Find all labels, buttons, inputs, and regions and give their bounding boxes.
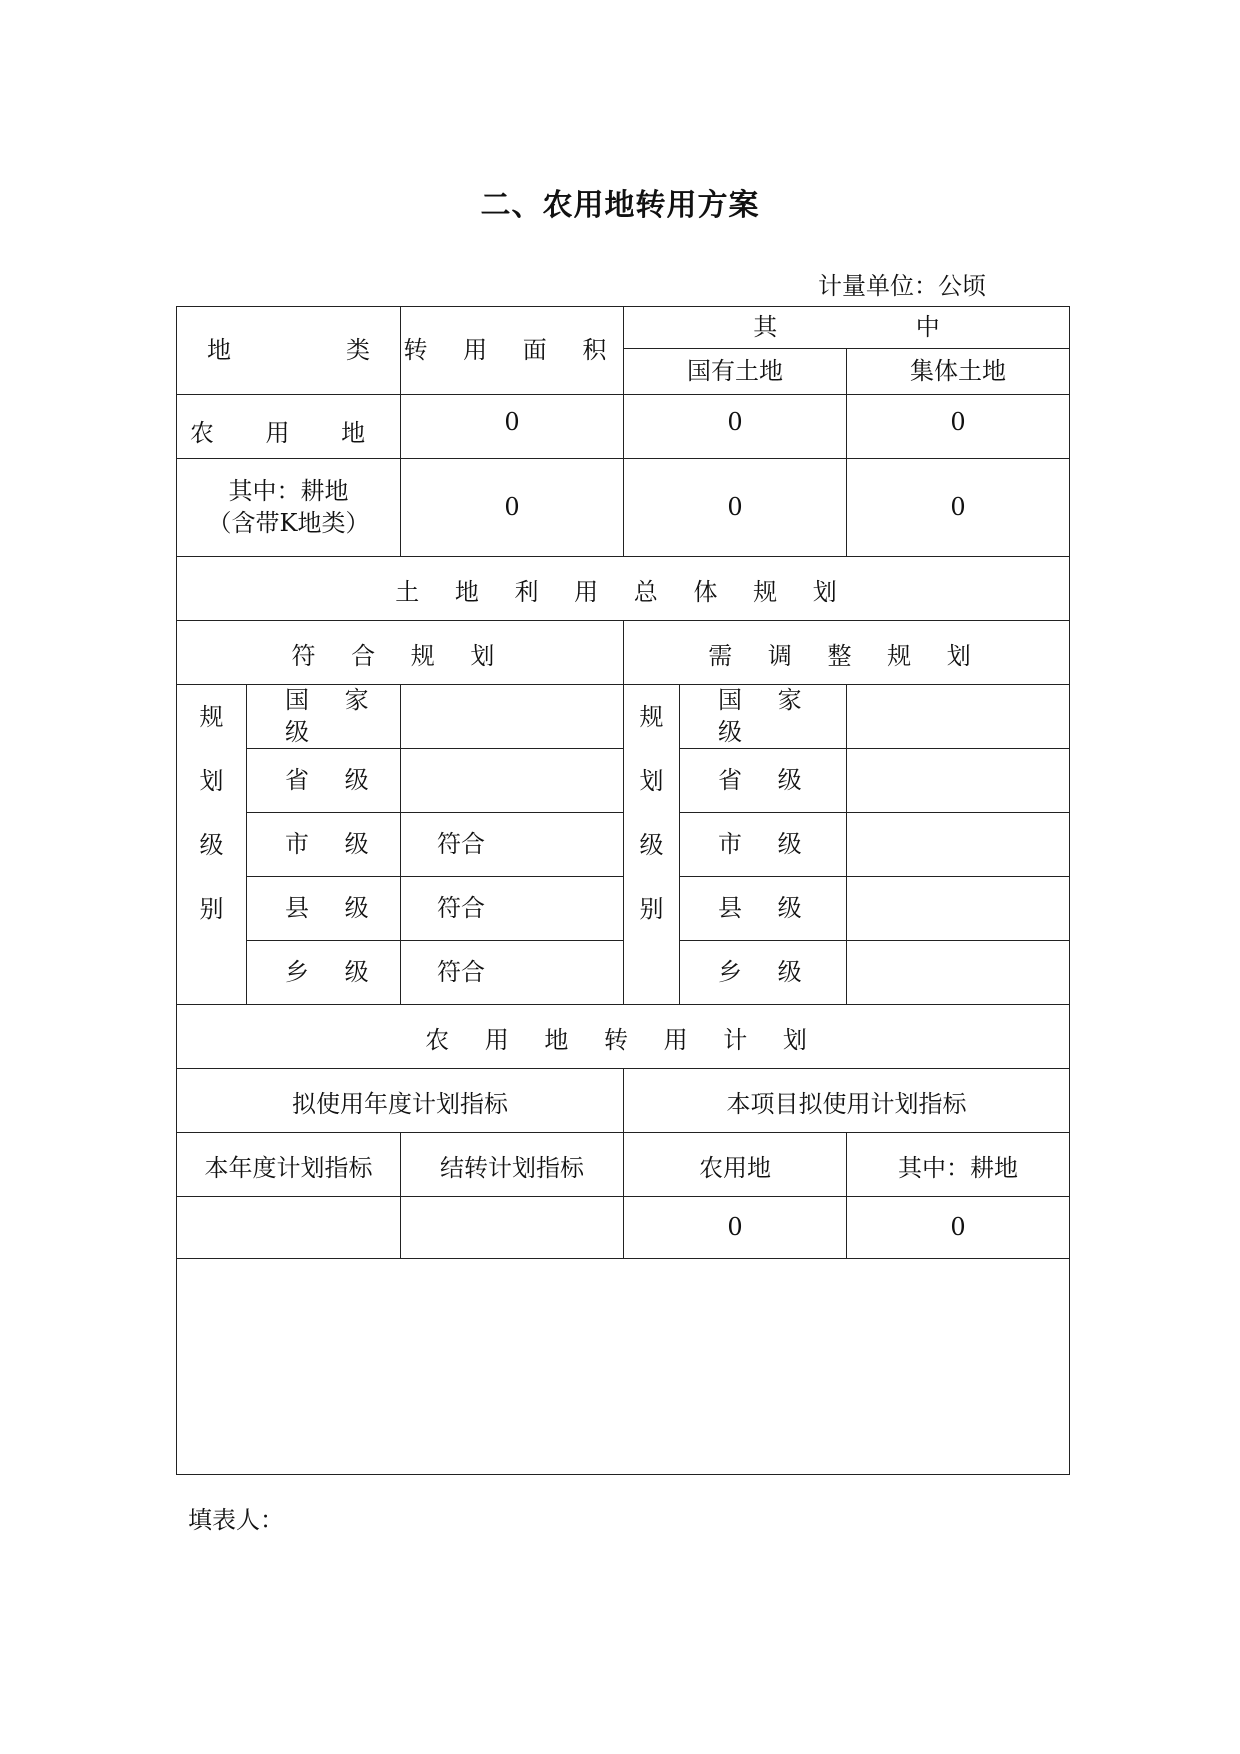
row-farmland-collective: 0: [847, 395, 1070, 459]
conversion-annual-title: 拟使用年度计划指标: [177, 1069, 624, 1133]
row-arable-label-line2: （含带K地类）: [207, 508, 370, 537]
plan-adjust-township: [847, 941, 1070, 1005]
header-area: 转 用 面 积: [401, 307, 624, 395]
row-arable-collective: 0: [847, 459, 1070, 557]
plan-level-name-municipal: 市 级: [247, 813, 401, 877]
plan-level-char: 别: [639, 895, 664, 923]
plan-level-vertical-right: [624, 685, 680, 1005]
header-among-a: 其: [753, 312, 778, 341]
plan-level-name-township: 乡 级: [247, 941, 401, 1005]
conversion-farmland-header: 农用地: [624, 1133, 847, 1197]
header-among: [624, 307, 1070, 349]
plan-adjust-level-township: 乡 级: [680, 941, 847, 1005]
plan-conform-county: 符合: [401, 877, 624, 941]
header-collective-land: 集体土地: [847, 349, 1070, 395]
plan-conform-national: [401, 685, 624, 749]
plan-level-char: 划: [639, 767, 664, 795]
plan-level-char: 级: [639, 831, 664, 859]
conversion-this-year-value: [177, 1197, 401, 1259]
conversion-this-year-header: 本年度计划指标: [177, 1133, 401, 1197]
conversion-form-table: [176, 306, 1070, 1475]
row-arable-area: 0: [401, 459, 624, 557]
plan-level-name-county: 县 级: [247, 877, 401, 941]
header-among-b: 中: [915, 312, 940, 341]
plan-conform-provincial: [401, 749, 624, 813]
row-arable-label: [177, 459, 401, 557]
row-arable-state: 0: [624, 459, 847, 557]
plan-level-char: 划: [199, 767, 224, 795]
row-farmland-area: 0: [401, 395, 624, 459]
plan-level-vertical-left: [177, 685, 247, 1005]
plan-level-char: 规: [639, 703, 664, 731]
conversion-carry-over-header: 结转计划指标: [401, 1133, 624, 1197]
conversion-arable-header: 其中：耕地: [847, 1133, 1070, 1197]
plan-level-name-national: 国 家 级: [247, 685, 401, 749]
header-land-type-a: 地: [207, 335, 231, 364]
plan-conform-township: 符合: [401, 941, 624, 1005]
header-state-land: 国有土地: [624, 349, 847, 395]
row-arable-label-line1: 其中：耕地: [228, 477, 349, 506]
plan-level-name-provincial: 省 级: [247, 749, 401, 813]
row-farmland-label: 农 用 地: [177, 395, 401, 459]
conversion-farmland-value: 0: [624, 1197, 847, 1259]
unit-label: 计量单位：公顷: [818, 272, 986, 300]
plan-conform-title: 符 合 规 划: [177, 621, 624, 685]
plan-adjust-title: 需 调 整 规 划: [624, 621, 1070, 685]
plan-conform-municipal: 符合: [401, 813, 624, 877]
conversion-carry-over-value: [401, 1197, 624, 1259]
remarks-area: [177, 1259, 1070, 1475]
conversion-project-title: 本项目拟使用计划指标: [624, 1069, 1070, 1133]
plan-adjust-level-municipal: 市 级: [680, 813, 847, 877]
header-land-type: [177, 307, 401, 395]
plan-adjust-level-national: 国 家 级: [680, 685, 847, 749]
filler-label: 填表人：: [188, 1506, 284, 1534]
plan-level-char: 别: [199, 895, 224, 923]
plan-level-char: 级: [199, 831, 224, 859]
plan-adjust-county: [847, 877, 1070, 941]
plan-adjust-level-provincial: 省 级: [680, 749, 847, 813]
plan-level-char: 规: [199, 703, 224, 731]
row-farmland-state: 0: [624, 395, 847, 459]
conversion-arable-value: 0: [847, 1197, 1070, 1259]
plan-adjust-provincial: [847, 749, 1070, 813]
header-land-type-b: 类: [346, 335, 370, 364]
plan-adjust-municipal: [847, 813, 1070, 877]
page-title: 二、农用地转用方案: [480, 188, 760, 223]
plan-section-title: 土 地 利 用 总 体 规 划: [177, 557, 1070, 621]
plan-adjust-national: [847, 685, 1070, 749]
conversion-section-title: 农 用 地 转 用 计 划: [177, 1005, 1070, 1069]
plan-adjust-level-county: 县 级: [680, 877, 847, 941]
